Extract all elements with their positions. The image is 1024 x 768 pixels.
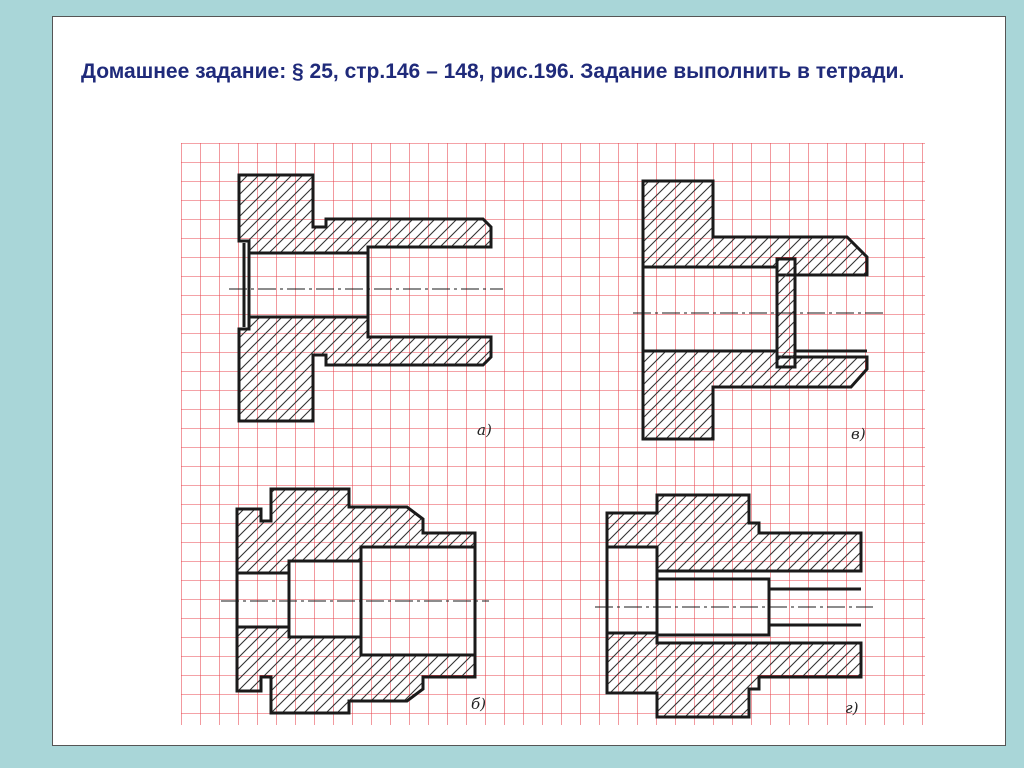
drawing-figure — [181, 143, 925, 725]
slide — [52, 16, 1006, 746]
part-v-label: в) — [851, 425, 866, 443]
part-a-label: а) — [477, 421, 492, 439]
homework-title: Домашнее задание: § 25, стр.146 – 148, рис.196. Задание выполнить в тетради. — [81, 60, 905, 83]
part-b-label: б) — [471, 695, 487, 713]
part-g-label: г) — [845, 699, 859, 717]
